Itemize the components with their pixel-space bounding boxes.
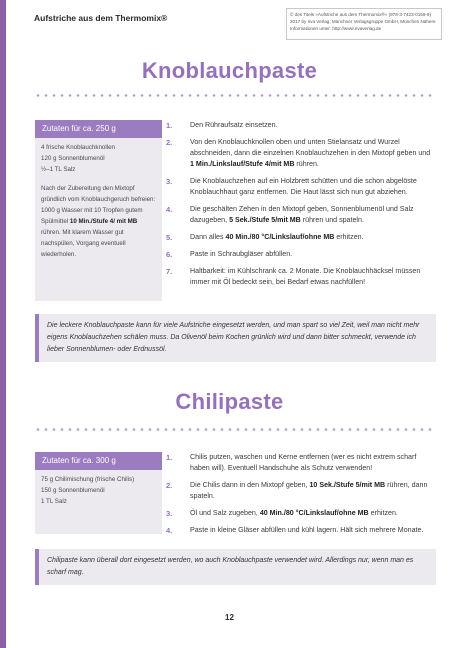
dotted-divider (34, 94, 435, 97)
copyright-notice: © des Titels »Aufstriche aus dem Thermomix®« (978-3-7423-0159-9) 2017 by riva Verlag, Münchner Verlagsgruppe GmbH, München Nähere Informationen unter: http://www.rivaverlag.de (286, 8, 442, 40)
recipe-title-knoblauchpaste: Knoblauchpaste (141, 58, 318, 83)
step-item: 2. Die Chilis dann in den Mixtopf geben, 10 Sek./Stufe 5/mit MB rühren, dann spateln. (166, 481, 428, 500)
step-item: 6. Paste in Schraubgläser abfüllen. (166, 250, 293, 259)
tip-box-chili: Chilipaste kann überall dort eingesetzt werden, wo auch Knoblauchpaste verwendet wird. Allerdings nur, wenn man es scharf mag. (35, 549, 436, 585)
step-item: 3. Öl und Salz zugeben, 40 Min./80 °C/Linkslauf/ohne MB erhitzen. (166, 509, 398, 518)
ingredients-box-knoblauch (35, 120, 162, 301)
step-item: 3. Die Knoblauchzehen auf ein Holzbrett schütten und die schon abgelöste Knoblauchhaut ganz entfernen. Die Haut lässt sich nun gut abziehen. (166, 177, 417, 196)
tip-box-knoblauch: Die leckere Knoblauchpaste kann für viele Aufstriche eingesetzt werden, und man spart so viel Zeit, weil man nicht mehr eigens Knoblauchzehen schälen muss. Da Olivenöl beim Kochen grünlich wird und dann bitter schmeckt, verwende ich lieber Sonnenblumen- oder Erdnussöl. (35, 314, 436, 362)
ingredient-item: 120 g Sonnenblumenöl (41, 155, 105, 162)
step-item: 7. Haltbarkeit: im Kühlschrank ca. 2 Monate. Die Knoblauchhäcksel müssen immer mit Öl bedeckt sein, bei Bedarf etwas nachfüllen! (166, 267, 421, 286)
ingredient-item: ½–1 TL Salz (41, 166, 76, 173)
recipe-title-chilipaste: Chilipaste (175, 389, 284, 414)
step-item: 1. Den Rühraufsatz einsetzen. (166, 121, 278, 130)
step-item: 1. Chilis putzen, waschen und Kerne entfernen (wer es nicht extrem scharf haben will). Eventuell Handschuhe als Schutz verwenden! (166, 453, 417, 472)
ingredients-box-chili (35, 452, 162, 534)
step-item: 4. Paste in kleine Gläser abfüllen und kühl lagern. Hält sich mehrere Monate. (166, 526, 424, 535)
ingredient-item: 150 g Sonnenblumenöl (41, 487, 105, 494)
ingredients-heading: Zutaten für ca. 250 g (35, 120, 162, 138)
ingredient-item: 1 TL Salz (41, 498, 67, 505)
ingredient-item: 4 frische Knoblauchknollen (41, 144, 115, 151)
steps-knoblauch (166, 120, 431, 294)
step-item: 4. Die geschälten Zehen in den Mixtopf geben, Sonnenblumenöl und Salz dazugeben, 5 Sek./Stufe 5/mit MB rühren und spateln. (166, 205, 414, 224)
ingredients-heading: Zutaten für ca. 300 g (35, 452, 162, 470)
page-number: 12 (225, 613, 234, 622)
running-header: Aufstriche aus dem Thermomix® (34, 13, 168, 23)
cleaning-note: Nach der Zubereitung den Mixtopf gründlich vom Knoblauchgeruch befreien: 1000 g Wasser mit 10 Tropfen gutem Spülmittel 10 Min./Stufe 4/ mit MB rühren. Mit klarem Wasser gut nachspülen, Vorgang eventuell wiederholen. (41, 185, 156, 258)
dotted-divider (34, 428, 435, 431)
step-item: 5. Dann alles 40 Min./80 °C/Linkslauf/ohne MB erhitzen. (166, 233, 364, 242)
steps-chili (166, 452, 431, 542)
ingredient-item: 75 g Chilimischung (frische Chilis) (41, 476, 135, 483)
step-item: 2. Von den Knoblauchknollen oben und unten Stielansatz und Wurzel abschneiden, dann die einzelnen Knoblauchzehen in den Mixtopf geben und 1 Min./Linkslauf/Stufe 4/mit MB rühren. (166, 138, 431, 168)
sidebar-accent-bar (0, 0, 6, 648)
